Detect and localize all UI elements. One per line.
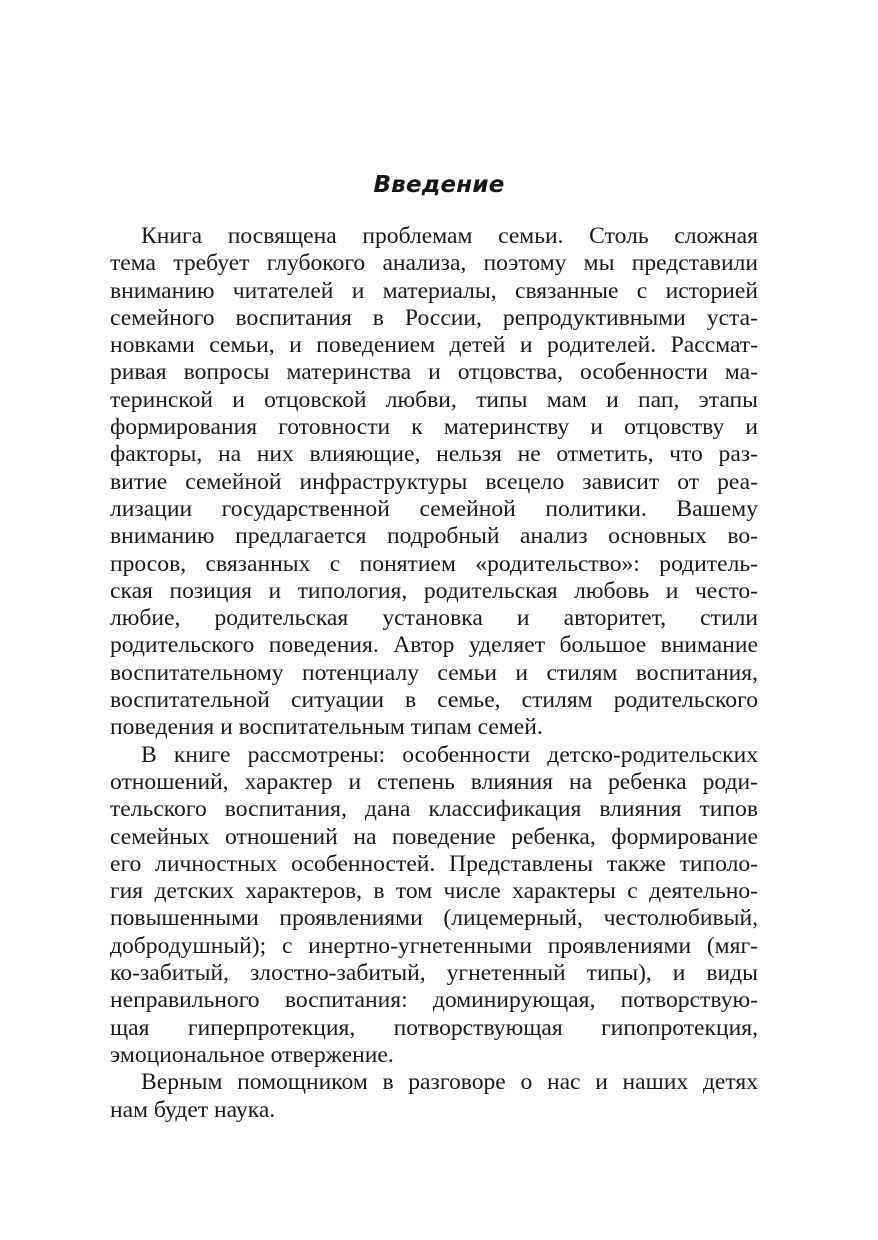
text-line: Книга посвящена проблемам семьи. Столь сложная (141, 223, 758, 249)
text-line: Верным помощником в разговоре о нас и наших детях (141, 1069, 758, 1096)
body-text (110, 223, 758, 1124)
text-line: вниманию предлагается подробный анализ основных во- (110, 523, 758, 550)
text-line: любие, родительская установка и авторитет, стили (110, 605, 758, 632)
text-line: воспитательному потенциалу семьи и стилям воспитания, (110, 659, 758, 686)
text-line: В книге рассмотрены: особенности детско-родительских (141, 741, 758, 768)
paragraph (110, 223, 758, 742)
text-line: нам будет наука. (110, 1096, 276, 1123)
text-line: добродушный); с инертно-угнетенными проявлениями (мяг- (110, 932, 758, 959)
text-line: повышенными проявлениями (лицемерный, честолюбивый, (110, 905, 758, 932)
text-line: вниманию читателей и материалы, связанные с историей (110, 277, 758, 304)
text-line: факторы, на них влияющие, нельзя не отметить, что раз- (110, 441, 758, 468)
text-line: ко-забитый, злостно-забитый, угнетенный типы), и виды (110, 960, 758, 987)
text-line: витие семейной инфраструктуры всецело зависит от реа- (110, 468, 758, 495)
paragraph (110, 742, 758, 1070)
text-line: его личностных особенностей. Представлены также типоло- (110, 850, 758, 877)
text-line: тельского воспитания, дана классификация влияния типов (110, 796, 758, 823)
text-line: родительского поведения. Автор уделяет большое внимание (110, 632, 758, 659)
text-line: щая гиперпротекция, потворствующая гипопротекция, (110, 1014, 758, 1041)
paragraph (110, 1069, 758, 1124)
text-line: теринской и отцовской любви, типы мам и пап, этапы (110, 386, 758, 413)
text-line: просов, связанных с понятием «родительство»: родитель- (110, 550, 758, 577)
text-line: семейного воспитания в России, репродуктивными уста- (110, 304, 758, 331)
page-title: Введение (373, 172, 505, 198)
text-line: гия детских характеров, в том числе характеры с деятельно- (110, 878, 758, 905)
text-line: формирования готовности к материнству и отцовству и (110, 414, 758, 441)
text-line: поведения и воспитательным типам семей. (110, 714, 543, 741)
text-line: эмоциональное отвержение. (110, 1041, 394, 1068)
text-line: воспитательной ситуации в семье, стилям родительского (110, 687, 758, 714)
text-line: неправильного воспитания: доминирующая, потворствую- (110, 987, 758, 1014)
text-line: лизации государственной семейной политики. Вашему (110, 495, 758, 522)
text-line: ская позиция и типология, родительская любовь и често- (110, 577, 758, 604)
text-line: тема требует глубокого анализа, поэтому мы представили (110, 250, 758, 277)
text-line: отношений, характер и степень влияния на ребенка роди- (110, 768, 758, 795)
text-line: ривая вопросы материнства и отцовства, особенности ма- (110, 359, 758, 386)
text-line: семейных отношений на поведение ребенка, формирование (110, 823, 758, 850)
text-line: новками семьи, и поведением детей и родителей. Рассмат- (110, 332, 758, 359)
